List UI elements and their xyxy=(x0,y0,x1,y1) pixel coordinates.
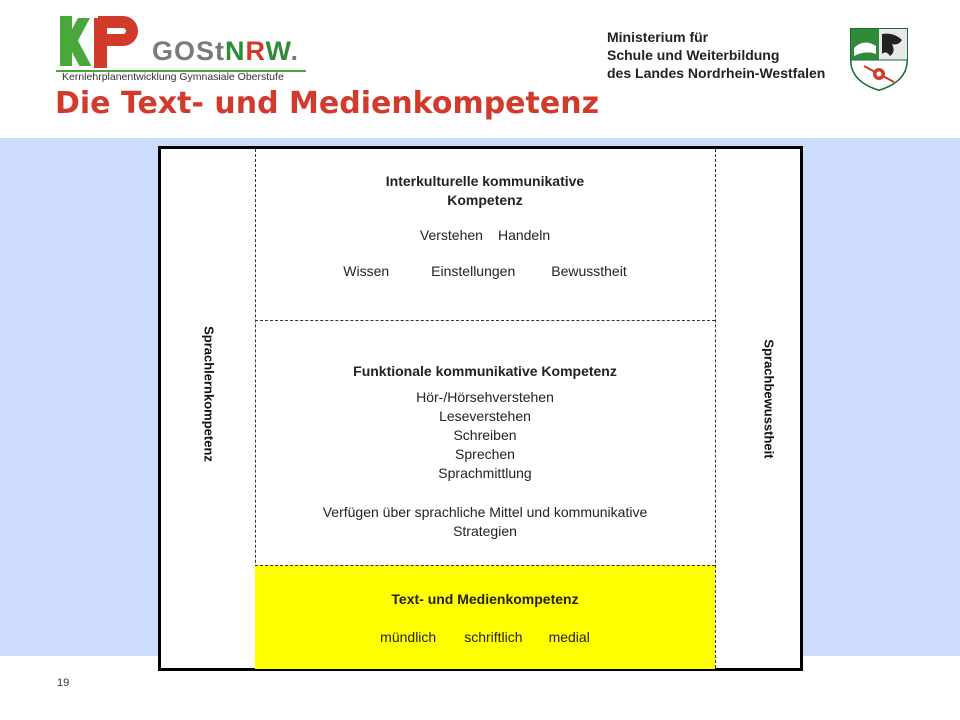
text-media-row xyxy=(255,629,715,645)
functional-item-speaking: Sprechen xyxy=(455,446,515,462)
text-media-heading: Text- und Medienkompetenz xyxy=(391,591,579,607)
functional-item-reading: Leseverstehen xyxy=(439,408,531,424)
language-learning-competence-label: Sprachlernkompetenz xyxy=(201,326,217,462)
page-number: 19 xyxy=(57,677,70,689)
written-label: schriftlich xyxy=(464,629,523,645)
ministry-line-1: Ministerium für xyxy=(607,29,709,45)
intercultural-heading-line-2: Kompetenz xyxy=(447,192,523,208)
language-awareness-label: Sprachbewusstheit xyxy=(761,339,777,459)
logo-letter-k xyxy=(56,14,92,68)
functional-heading: Funktionale kommunikative Kompetenz xyxy=(353,363,617,379)
logo-subtitle: Kernlehrplanentwicklung Gymnasiale Oberstufe xyxy=(62,71,284,83)
functional-item-mediation: Sprachmittlung xyxy=(438,465,532,481)
page-title: Die Text- und Medienkompetenz xyxy=(55,86,600,121)
logo-gost-nrw-text: GOStNRW. xyxy=(152,36,300,66)
oral-label: mündlich xyxy=(380,629,437,645)
ministry-name xyxy=(607,28,825,82)
intercultural-row-1 xyxy=(255,227,715,243)
ministry-line-2: Schule und Weiterbildung xyxy=(607,47,780,63)
logo-letter-p xyxy=(94,14,154,70)
text-media-section xyxy=(255,565,715,669)
intercultural-row-2 xyxy=(255,263,715,279)
attitudes-label: Einstellungen xyxy=(431,263,516,279)
awareness-label: Bewusstheit xyxy=(551,263,627,279)
knowledge-label: Wissen xyxy=(343,263,390,279)
nrw-crest-icon xyxy=(846,26,912,92)
competence-diagram xyxy=(158,146,803,671)
ministry-line-3: des Landes Nordrhein-Westfalen xyxy=(607,65,826,81)
right-divider xyxy=(715,149,716,668)
intercultural-heading-line-1: Interkulturelle kommunikative xyxy=(385,173,585,189)
acting-label: Handeln xyxy=(497,227,551,243)
middle-divider xyxy=(255,320,715,321)
medial-label: medial xyxy=(548,629,590,645)
functional-item-writing: Schreiben xyxy=(453,427,517,443)
functional-means-line-1: Verfügen über sprachliche Mittel und kommunikative xyxy=(322,504,648,520)
kp-gost-nrw-logo xyxy=(56,14,306,84)
functional-item-listening: Hör-/Hörsehverstehen xyxy=(416,389,554,405)
functional-means-line-2: Strategien xyxy=(453,523,517,539)
understanding-label: Verstehen xyxy=(419,227,483,243)
